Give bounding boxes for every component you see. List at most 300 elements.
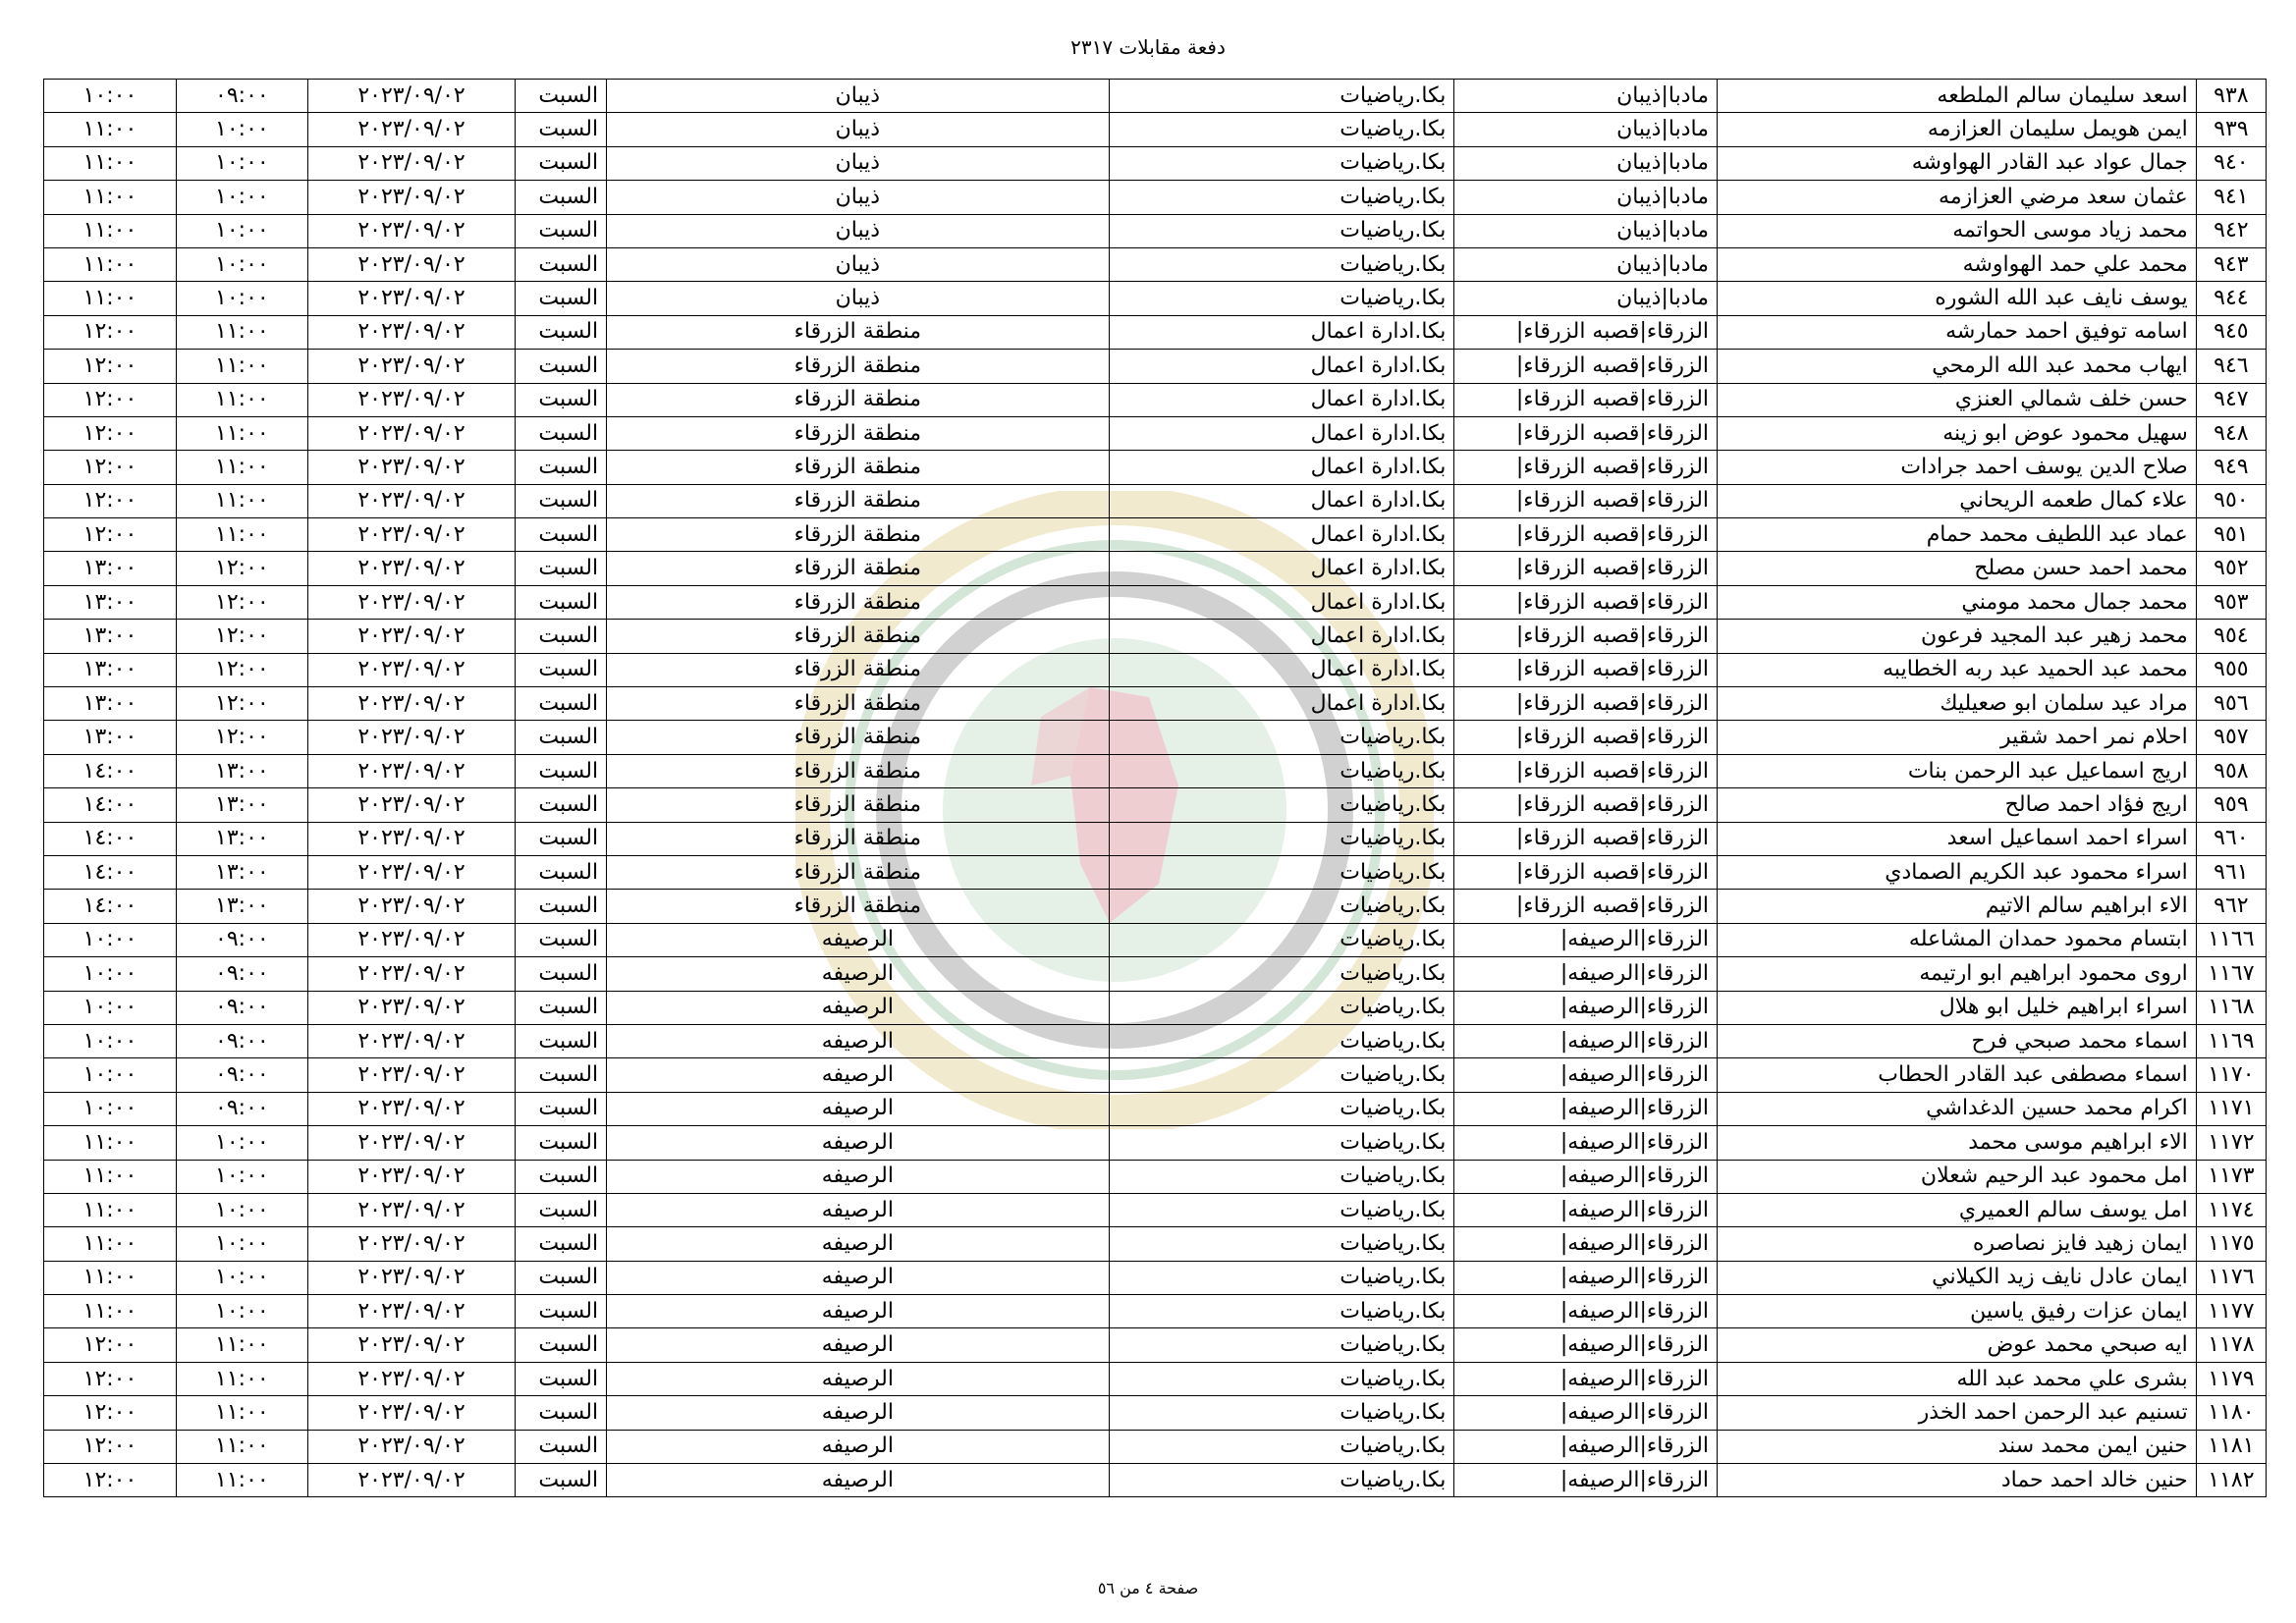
applicant-name-cell: ابتسام محمود حمدان المشاعله [1718, 923, 2197, 956]
governorate-district-cell: الزرقاء|الرصيفه| [1454, 1126, 1718, 1160]
applicant-name-cell: علاء كمال طعمه الريحاني [1718, 484, 2197, 517]
table-row [44, 822, 2267, 855]
end-time-cell: ١٣:٠٠ [44, 585, 177, 619]
row-number-cell: ١١٧٤ [2196, 1193, 2266, 1226]
row-number-cell: ٩٤٠ [2196, 146, 2266, 180]
area-cell: الرصيفه [607, 1126, 1110, 1160]
table-row [44, 146, 2267, 180]
area-cell: ذيبان [607, 247, 1110, 281]
applicant-name-cell: ايمان زهيد فايز نصاصره [1718, 1227, 2197, 1261]
table-row [44, 451, 2267, 484]
row-number-cell: ١١٨١ [2196, 1430, 2266, 1463]
date-cell: ٢٠٢٣/٠٩/٠٢ [307, 214, 516, 247]
date-cell: ٢٠٢٣/٠٩/٠٢ [307, 350, 516, 383]
specialization-cell: بكا.رياضيات [1109, 822, 1454, 855]
day-cell: السبت [516, 1295, 607, 1328]
applicant-name-cell: حنين ايمن محمد سند [1718, 1430, 2197, 1463]
area-cell: الرصيفه [607, 957, 1110, 991]
day-cell: السبت [516, 855, 607, 889]
start-time-cell: ١١:٠٠ [176, 315, 307, 349]
row-number-cell: ١١٧٥ [2196, 1227, 2266, 1261]
date-cell: ٢٠٢٣/٠٩/٠٢ [307, 113, 516, 146]
table-row [44, 181, 2267, 214]
area-cell: الرصيفه [607, 1396, 1110, 1430]
area-cell: الرصيفه [607, 1092, 1110, 1125]
table-row [44, 721, 2267, 754]
start-time-cell: ١١:٠٠ [176, 350, 307, 383]
governorate-district-cell: الزرقاء|قصبه الزرقاء| [1454, 350, 1718, 383]
area-cell: الرصيفه [607, 1464, 1110, 1497]
table-row [44, 1193, 2267, 1226]
applicant-name-cell: محمد علي حمد الهواوشه [1718, 247, 2197, 281]
applicant-name-cell: عثمان سعد مرضي العزازمه [1718, 181, 2197, 214]
specialization-cell: بكا.رياضيات [1109, 855, 1454, 889]
table-row [44, 350, 2267, 383]
row-number-cell: ٩٥٦ [2196, 687, 2266, 721]
row-number-cell: ١١٦٨ [2196, 991, 2266, 1024]
row-number-cell: ٩٥٣ [2196, 585, 2266, 619]
applicant-name-cell: مراد عيد سلمان ابو صعيليك [1718, 687, 2197, 721]
day-cell: السبت [516, 991, 607, 1024]
day-cell: السبت [516, 1328, 607, 1362]
applicant-name-cell: محمد زهير عبد المجيد فرعون [1718, 620, 2197, 653]
table-row [44, 653, 2267, 686]
specialization-cell: بكا.ادارة اعمال [1109, 350, 1454, 383]
applicant-name-cell: اسراء احمد اسماعيل اسعد [1718, 822, 2197, 855]
end-time-cell: ١٢:٠٠ [44, 451, 177, 484]
day-cell: السبت [516, 822, 607, 855]
day-cell: السبت [516, 1362, 607, 1395]
start-time-cell: ١٣:٠٠ [176, 855, 307, 889]
row-number-cell: ٩٥٠ [2196, 484, 2266, 517]
governorate-district-cell: الزرقاء|الرصيفه| [1454, 1295, 1718, 1328]
governorate-district-cell: مادبا|ذيبان [1454, 113, 1718, 146]
date-cell: ٢٠٢٣/٠٩/٠٢ [307, 687, 516, 721]
specialization-cell: بكا.رياضيات [1109, 247, 1454, 281]
end-time-cell: ١١:٠٠ [44, 247, 177, 281]
end-time-cell: ١١:٠٠ [44, 146, 177, 180]
start-time-cell: ٠٩:٠٠ [176, 1058, 307, 1092]
governorate-district-cell: مادبا|ذيبان [1454, 214, 1718, 247]
date-cell: ٢٠٢٣/٠٩/٠٢ [307, 1464, 516, 1497]
specialization-cell: بكا.رياضيات [1109, 1092, 1454, 1125]
area-cell: منطقة الزرقاء [607, 451, 1110, 484]
end-time-cell: ١١:٠٠ [44, 1160, 177, 1193]
date-cell: ٢٠٢٣/٠٩/٠٢ [307, 890, 516, 923]
row-number-cell: ٩٣٩ [2196, 113, 2266, 146]
specialization-cell: بكا.ادارة اعمال [1109, 315, 1454, 349]
governorate-district-cell: الزرقاء|الرصيفه| [1454, 923, 1718, 956]
specialization-cell: بكا.رياضيات [1109, 957, 1454, 991]
governorate-district-cell: الزرقاء|الرصيفه| [1454, 1193, 1718, 1226]
end-time-cell: ١١:٠٠ [44, 282, 177, 315]
date-cell: ٢٠٢٣/٠٩/٠٢ [307, 1193, 516, 1226]
governorate-district-cell: الزرقاء|الرصيفه| [1454, 1227, 1718, 1261]
end-time-cell: ١٣:٠٠ [44, 653, 177, 686]
area-cell: الرصيفه [607, 1193, 1110, 1226]
day-cell: السبت [516, 957, 607, 991]
governorate-district-cell: الزرقاء|قصبه الزرقاء| [1454, 451, 1718, 484]
start-time-cell: ١٢:٠٠ [176, 620, 307, 653]
end-time-cell: ١٠:٠٠ [44, 1058, 177, 1092]
governorate-district-cell: الزرقاء|الرصيفه| [1454, 1160, 1718, 1193]
governorate-district-cell: الزرقاء|قصبه الزرقاء| [1454, 518, 1718, 552]
specialization-cell: بكا.رياضيات [1109, 1024, 1454, 1057]
governorate-district-cell: الزرقاء|الرصيفه| [1454, 1362, 1718, 1395]
table-row [44, 247, 2267, 281]
start-time-cell: ١١:٠٠ [176, 383, 307, 416]
specialization-cell: بكا.رياضيات [1109, 788, 1454, 822]
date-cell: ٢٠٢٣/٠٩/٠٢ [307, 1295, 516, 1328]
day-cell: السبت [516, 80, 607, 113]
row-number-cell: ١١٧٠ [2196, 1058, 2266, 1092]
row-number-cell: ٩٤٨ [2196, 416, 2266, 450]
end-time-cell: ١١:٠٠ [44, 1126, 177, 1160]
table-row [44, 1261, 2267, 1294]
area-cell: ذيبان [607, 282, 1110, 315]
start-time-cell: ٠٩:٠٠ [176, 923, 307, 956]
start-time-cell: ١٣:٠٠ [176, 754, 307, 787]
date-cell: ٢٠٢٣/٠٩/٠٢ [307, 315, 516, 349]
area-cell: منطقة الزرقاء [607, 890, 1110, 923]
day-cell: السبت [516, 214, 607, 247]
end-time-cell: ١١:٠٠ [44, 113, 177, 146]
applicant-name-cell: تسنيم عبد الرحمن احمد الخذر [1718, 1396, 2197, 1430]
area-cell: الرصيفه [607, 1058, 1110, 1092]
specialization-cell: بكا.رياضيات [1109, 1396, 1454, 1430]
governorate-district-cell: مادبا|ذيبان [1454, 247, 1718, 281]
day-cell: السبت [516, 1092, 607, 1125]
table-row [44, 416, 2267, 450]
applicant-name-cell: اسراء ابراهيم خليل ابو هلال [1718, 991, 2197, 1024]
specialization-cell: بكا.رياضيات [1109, 1261, 1454, 1294]
table-row [44, 1126, 2267, 1160]
area-cell: منطقة الزرقاء [607, 855, 1110, 889]
specialization-cell: بكا.رياضيات [1109, 80, 1454, 113]
row-number-cell: ٩٤٦ [2196, 350, 2266, 383]
start-time-cell: ١١:٠٠ [176, 518, 307, 552]
governorate-district-cell: الزرقاء|قصبه الزرقاء| [1454, 620, 1718, 653]
governorate-district-cell: مادبا|ذيبان [1454, 282, 1718, 315]
end-time-cell: ١٠:٠٠ [44, 80, 177, 113]
start-time-cell: ١٢:٠٠ [176, 585, 307, 619]
row-number-cell: ٩٣٨ [2196, 80, 2266, 113]
specialization-cell: بكا.رياضيات [1109, 890, 1454, 923]
schedule-rows [44, 80, 2267, 1497]
day-cell: السبت [516, 923, 607, 956]
governorate-district-cell: الزرقاء|الرصيفه| [1454, 1024, 1718, 1057]
table-row [44, 1058, 2267, 1092]
specialization-cell: بكا.رياضيات [1109, 754, 1454, 787]
area-cell: منطقة الزرقاء [607, 822, 1110, 855]
applicant-name-cell: ايمان عزات رفيق ياسين [1718, 1295, 2197, 1328]
table-row [44, 620, 2267, 653]
table-row [44, 1362, 2267, 1395]
date-cell: ٢٠٢٣/٠٩/٠٢ [307, 923, 516, 956]
day-cell: السبت [516, 1227, 607, 1261]
day-cell: السبت [516, 754, 607, 787]
start-time-cell: ١٣:٠٠ [176, 822, 307, 855]
applicant-name-cell: جمال عواد عبد القادر الهواوشه [1718, 146, 2197, 180]
area-cell: ذيبان [607, 80, 1110, 113]
end-time-cell: ١٢:٠٠ [44, 1430, 177, 1463]
row-number-cell: ١١٧٩ [2196, 1362, 2266, 1395]
date-cell: ٢٠٢٣/٠٩/٠٢ [307, 451, 516, 484]
end-time-cell: ١٢:٠٠ [44, 315, 177, 349]
date-cell: ٢٠٢٣/٠٩/٠٢ [307, 754, 516, 787]
day-cell: السبت [516, 146, 607, 180]
day-cell: السبت [516, 653, 607, 686]
row-number-cell: ١١٧٢ [2196, 1126, 2266, 1160]
day-cell: السبت [516, 1193, 607, 1226]
specialization-cell: بكا.رياضيات [1109, 146, 1454, 180]
day-cell: السبت [516, 416, 607, 450]
area-cell: الرصيفه [607, 991, 1110, 1024]
specialization-cell: بكا.رياضيات [1109, 1058, 1454, 1092]
applicant-name-cell: اسراء محمود عبد الكريم الصمادي [1718, 855, 2197, 889]
end-time-cell: ١٣:٠٠ [44, 552, 177, 585]
date-cell: ٢٠٢٣/٠٩/٠٢ [307, 855, 516, 889]
applicant-name-cell: حنين خالد احمد حماد [1718, 1464, 2197, 1497]
day-cell: السبت [516, 1160, 607, 1193]
date-cell: ٢٠٢٣/٠٩/٠٢ [307, 1058, 516, 1092]
table-row [44, 552, 2267, 585]
governorate-district-cell: الزرقاء|قصبه الزرقاء| [1454, 890, 1718, 923]
table-row [44, 890, 2267, 923]
start-time-cell: ١٠:٠٠ [176, 247, 307, 281]
specialization-cell: بكا.ادارة اعمال [1109, 416, 1454, 450]
end-time-cell: ١٤:٠٠ [44, 822, 177, 855]
applicant-name-cell: الاء ابراهيم موسى محمد [1718, 1126, 2197, 1160]
row-number-cell: ٩٥٩ [2196, 788, 2266, 822]
table-row [44, 1464, 2267, 1497]
applicant-name-cell: سهيل محمود عوض ابو زينه [1718, 416, 2197, 450]
start-time-cell: ١١:٠٠ [176, 451, 307, 484]
area-cell: منطقة الزرقاء [607, 754, 1110, 787]
table-row [44, 1430, 2267, 1463]
start-time-cell: ١٠:٠٠ [176, 1126, 307, 1160]
row-number-cell: ٩٦١ [2196, 855, 2266, 889]
start-time-cell: ١٠:٠٠ [176, 1193, 307, 1226]
date-cell: ٢٠٢٣/٠٩/٠٢ [307, 721, 516, 754]
date-cell: ٢٠٢٣/٠٩/٠٢ [307, 383, 516, 416]
area-cell: الرصيفه [607, 1362, 1110, 1395]
table-row [44, 991, 2267, 1024]
specialization-cell: بكا.رياضيات [1109, 1160, 1454, 1193]
end-time-cell: ١٢:٠٠ [44, 1362, 177, 1395]
applicant-name-cell: محمد احمد حسن مصلح [1718, 552, 2197, 585]
end-time-cell: ١٢:٠٠ [44, 1328, 177, 1362]
row-number-cell: ٩٥٥ [2196, 653, 2266, 686]
date-cell: ٢٠٢٣/٠٩/٠٢ [307, 991, 516, 1024]
day-cell: السبت [516, 484, 607, 517]
date-cell: ٢٠٢٣/٠٩/٠٢ [307, 247, 516, 281]
specialization-cell: بكا.رياضيات [1109, 1227, 1454, 1261]
table-row [44, 1396, 2267, 1430]
end-time-cell: ١١:٠٠ [44, 1261, 177, 1294]
applicant-name-cell: اريج فؤاد احمد صالح [1718, 788, 2197, 822]
governorate-district-cell: الزرقاء|الرصيفه| [1454, 1464, 1718, 1497]
start-time-cell: ١٣:٠٠ [176, 788, 307, 822]
applicant-name-cell: اسماء مصطفى عبد القادر الحطاب [1718, 1058, 2197, 1092]
end-time-cell: ١٢:٠٠ [44, 1464, 177, 1497]
start-time-cell: ١٢:٠٠ [176, 721, 307, 754]
row-number-cell: ٩٦٠ [2196, 822, 2266, 855]
date-cell: ٢٠٢٣/٠٩/٠٢ [307, 1430, 516, 1463]
area-cell: منطقة الزرقاء [607, 620, 1110, 653]
governorate-district-cell: الزرقاء|قصبه الزرقاء| [1454, 653, 1718, 686]
applicant-name-cell: امل محمود عبد الرحيم شعلان [1718, 1160, 2197, 1193]
date-cell: ٢٠٢٣/٠٩/٠٢ [307, 620, 516, 653]
start-time-cell: ١٠:٠٠ [176, 113, 307, 146]
start-time-cell: ١٢:٠٠ [176, 653, 307, 686]
day-cell: السبت [516, 890, 607, 923]
governorate-district-cell: الزرقاء|الرصيفه| [1454, 1261, 1718, 1294]
row-number-cell: ٩٥١ [2196, 518, 2266, 552]
day-cell: السبت [516, 282, 607, 315]
date-cell: ٢٠٢٣/٠٩/٠٢ [307, 1227, 516, 1261]
row-number-cell: ١١٦٧ [2196, 957, 2266, 991]
specialization-cell: بكا.ادارة اعمال [1109, 653, 1454, 686]
date-cell: ٢٠٢٣/٠٩/٠٢ [307, 1328, 516, 1362]
end-time-cell: ١٢:٠٠ [44, 1396, 177, 1430]
day-cell: السبت [516, 383, 607, 416]
table-row [44, 687, 2267, 721]
end-time-cell: ١٤:٠٠ [44, 788, 177, 822]
end-time-cell: ١١:٠٠ [44, 1227, 177, 1261]
day-cell: السبت [516, 1058, 607, 1092]
area-cell: منطقة الزرقاء [607, 552, 1110, 585]
specialization-cell: بكا.ادارة اعمال [1109, 484, 1454, 517]
row-number-cell: ١١٧٧ [2196, 1295, 2266, 1328]
table-row [44, 923, 2267, 956]
area-cell: الرصيفه [607, 1261, 1110, 1294]
end-time-cell: ١٢:٠٠ [44, 484, 177, 517]
table-row [44, 518, 2267, 552]
row-number-cell: ١١٧٦ [2196, 1261, 2266, 1294]
area-cell: الرصيفه [607, 1328, 1110, 1362]
area-cell: منطقة الزرقاء [607, 383, 1110, 416]
start-time-cell: ٠٩:٠٠ [176, 1024, 307, 1057]
table-row [44, 855, 2267, 889]
end-time-cell: ١٠:٠٠ [44, 1092, 177, 1125]
end-time-cell: ١١:٠٠ [44, 1193, 177, 1226]
area-cell: منطقة الزرقاء [607, 350, 1110, 383]
governorate-district-cell: الزرقاء|قصبه الزرقاء| [1454, 721, 1718, 754]
specialization-cell: بكا.ادارة اعمال [1109, 620, 1454, 653]
interview-schedule-table [43, 79, 2267, 1497]
governorate-district-cell: الزرقاء|قصبه الزرقاء| [1454, 687, 1718, 721]
governorate-district-cell: الزرقاء|قصبه الزرقاء| [1454, 822, 1718, 855]
governorate-district-cell: الزرقاء|الرصيفه| [1454, 1430, 1718, 1463]
area-cell: منطقة الزرقاء [607, 788, 1110, 822]
table-row [44, 484, 2267, 517]
start-time-cell: ١٠:٠٠ [176, 146, 307, 180]
date-cell: ٢٠٢٣/٠٩/٠٢ [307, 1362, 516, 1395]
start-time-cell: ١١:٠٠ [176, 1396, 307, 1430]
end-time-cell: ١١:٠٠ [44, 1295, 177, 1328]
specialization-cell: بكا.رياضيات [1109, 1295, 1454, 1328]
date-cell: ٢٠٢٣/٠٩/٠٢ [307, 181, 516, 214]
date-cell: ٢٠٢٣/٠٩/٠٢ [307, 957, 516, 991]
end-time-cell: ١٠:٠٠ [44, 923, 177, 956]
day-cell: السبت [516, 585, 607, 619]
applicant-name-cell: اسماء محمد صبحي فرح [1718, 1024, 2197, 1057]
page-number-footer: صفحة ٤ من ٥٦ [1097, 1579, 1199, 1597]
day-cell: السبت [516, 552, 607, 585]
area-cell: ذيبان [607, 214, 1110, 247]
table-row [44, 113, 2267, 146]
date-cell: ٢٠٢٣/٠٩/٠٢ [307, 146, 516, 180]
specialization-cell: بكا.رياضيات [1109, 282, 1454, 315]
specialization-cell: بكا.رياضيات [1109, 214, 1454, 247]
row-number-cell: ١١٦٩ [2196, 1024, 2266, 1057]
date-cell: ٢٠٢٣/٠٩/٠٢ [307, 1126, 516, 1160]
area-cell: ذيبان [607, 146, 1110, 180]
row-number-cell: ٩٤٥ [2196, 315, 2266, 349]
area-cell: ذيبان [607, 181, 1110, 214]
start-time-cell: ١٠:٠٠ [176, 1160, 307, 1193]
area-cell: الرصيفه [607, 1295, 1110, 1328]
date-cell: ٢٠٢٣/٠٩/٠٢ [307, 80, 516, 113]
applicant-name-cell: اروى محمود ابراهيم ابو ارتيمه [1718, 957, 2197, 991]
specialization-cell: بكا.ادارة اعمال [1109, 687, 1454, 721]
governorate-district-cell: الزرقاء|قصبه الزرقاء| [1454, 754, 1718, 787]
start-time-cell: ١١:٠٠ [176, 1464, 307, 1497]
end-time-cell: ١٤:٠٠ [44, 855, 177, 889]
table-row [44, 585, 2267, 619]
row-number-cell: ٩٤٩ [2196, 451, 2266, 484]
start-time-cell: ١٠:٠٠ [176, 214, 307, 247]
date-cell: ٢٠٢٣/٠٩/٠٢ [307, 1024, 516, 1057]
start-time-cell: ٠٩:٠٠ [176, 80, 307, 113]
governorate-district-cell: الزرقاء|الرصيفه| [1454, 957, 1718, 991]
specialization-cell: بكا.ادارة اعمال [1109, 552, 1454, 585]
applicant-name-cell: ايه صبحي محمد عوض [1718, 1328, 2197, 1362]
start-time-cell: ١١:٠٠ [176, 1362, 307, 1395]
end-time-cell: ١٠:٠٠ [44, 991, 177, 1024]
applicant-name-cell: بشرى علي محمد عبد الله [1718, 1362, 2197, 1395]
specialization-cell: بكا.ادارة اعمال [1109, 585, 1454, 619]
area-cell: الرصيفه [607, 923, 1110, 956]
end-time-cell: ١٤:٠٠ [44, 754, 177, 787]
table-row [44, 1295, 2267, 1328]
area-cell: منطقة الزرقاء [607, 518, 1110, 552]
applicant-name-cell: اكرام محمد حسين الدغداشي [1718, 1092, 2197, 1125]
row-number-cell: ٩٥٧ [2196, 721, 2266, 754]
day-cell: السبت [516, 518, 607, 552]
area-cell: منطقة الزرقاء [607, 687, 1110, 721]
table-row [44, 1092, 2267, 1125]
row-number-cell: ١١٨٠ [2196, 1396, 2266, 1430]
area-cell: منطقة الزرقاء [607, 585, 1110, 619]
start-time-cell: ١٣:٠٠ [176, 890, 307, 923]
specialization-cell: بكا.رياضيات [1109, 1328, 1454, 1362]
specialization-cell: بكا.رياضيات [1109, 1193, 1454, 1226]
specialization-cell: بكا.رياضيات [1109, 181, 1454, 214]
governorate-district-cell: مادبا|ذيبان [1454, 80, 1718, 113]
date-cell: ٢٠٢٣/٠٩/٠٢ [307, 788, 516, 822]
governorate-district-cell: الزرقاء|الرصيفه| [1454, 1058, 1718, 1092]
end-time-cell: ١٣:٠٠ [44, 721, 177, 754]
start-time-cell: ١٢:٠٠ [176, 687, 307, 721]
end-time-cell: ١٣:٠٠ [44, 620, 177, 653]
date-cell: ٢٠٢٣/٠٩/٠٢ [307, 282, 516, 315]
governorate-district-cell: الزرقاء|قصبه الزرقاء| [1454, 855, 1718, 889]
area-cell: ذيبان [607, 113, 1110, 146]
area-cell: الرصيفه [607, 1160, 1110, 1193]
table-row [44, 957, 2267, 991]
